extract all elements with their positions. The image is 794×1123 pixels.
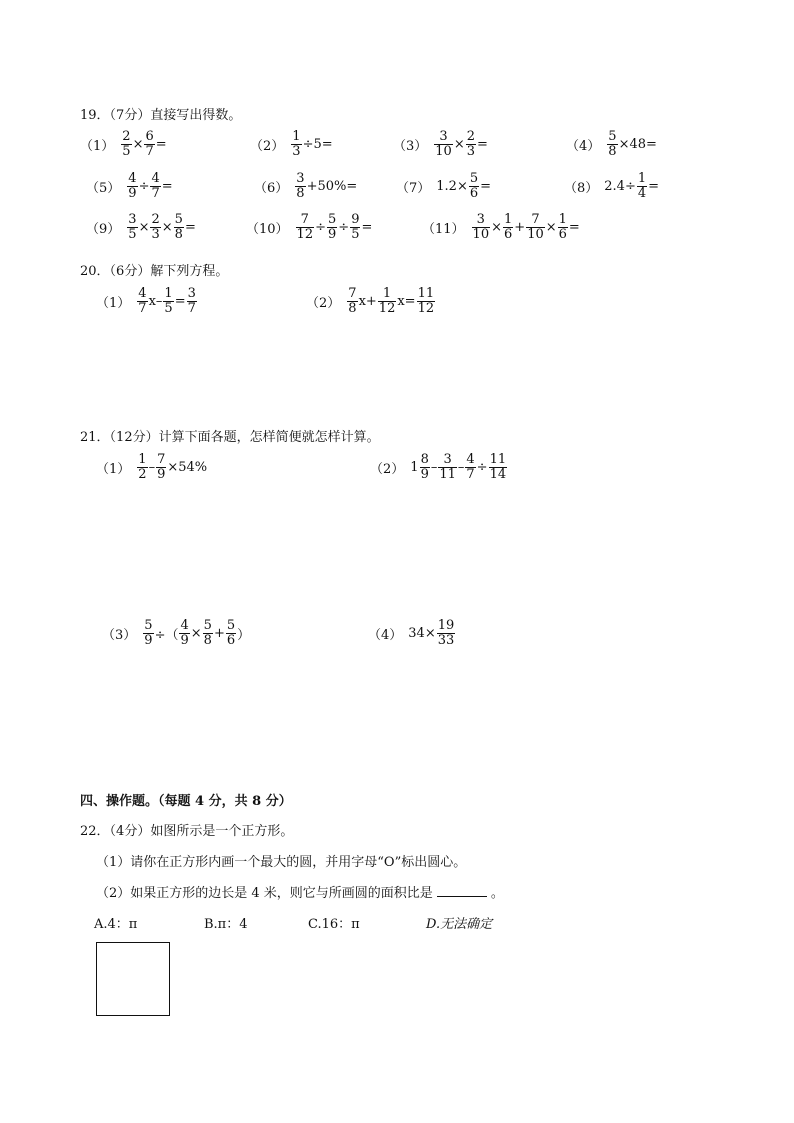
item-label: （11） [422,221,465,237]
denominator: 4 [637,185,647,201]
denominator: 7 [145,143,154,159]
operator-text: ） [237,627,251,643]
denominator: 6 [469,185,479,201]
numerator: 5 [226,618,236,633]
denominator: 8 [203,632,212,648]
operator-text: ÷5= [302,136,333,152]
operator-text: x– [148,293,163,309]
denominator: 9 [180,632,189,648]
denominator: 9 [328,226,337,242]
item-label: （4） [566,138,601,154]
denominator: 5 [128,226,137,242]
operator-text: ×48= [618,136,657,152]
item-label: （10） [246,221,289,237]
denominator: 11 [439,466,456,482]
fraction [526,213,545,241]
numerator: 19 [437,618,455,633]
denominator: 12 [296,226,314,242]
operator-text: = [568,219,580,235]
numerator: 8 [420,452,429,467]
q19-item-5 [86,172,173,200]
q20-item-2 [306,287,436,315]
operator-text: = [155,136,167,152]
q22-heading: 22．（4分）如图所示是一个正方形。 [80,824,294,839]
denominator: 7 [138,300,147,316]
denominator: 8 [608,143,617,159]
operator-text: = [480,178,492,194]
numerator: 1 [292,129,301,144]
fraction [350,213,360,241]
square-figure [96,942,170,1016]
fraction [437,619,456,647]
operator-text: = [477,136,488,152]
q22-option-b: B.π：4 [204,917,248,932]
denominator: 6 [504,226,513,242]
operator-text: ÷ [338,219,350,235]
operator-text: = [184,219,196,235]
operator-text: ÷ [138,178,150,194]
q19-item-11 [422,213,580,241]
fraction [150,172,160,200]
fraction [420,453,430,481]
item-label: （1） [80,138,115,154]
fraction [347,287,357,315]
denominator: 12 [378,300,396,316]
numerator: 4 [466,452,475,467]
q19-item-8 [564,172,659,200]
denominator: 2 [138,466,147,482]
operator-text: × [138,219,150,235]
q22-option-d: D.无法确定 [426,917,493,932]
q19-item-10 [246,213,372,241]
numerator: 1 [504,212,513,227]
denominator: 33 [437,632,455,648]
fraction [174,213,184,241]
q21-item-3 [102,619,250,647]
numerator: 3 [434,130,453,145]
fraction [179,619,189,647]
denominator: 8 [296,185,305,201]
denominator: 5 [351,226,360,242]
numerator: 1 [138,452,147,467]
answer-blank[interactable] [437,896,487,897]
q19-heading: 19．（7分）直接写出得数。 [80,108,242,123]
fraction [295,172,305,200]
fraction [465,453,475,481]
item-label: （3） [393,138,428,154]
item-label: （1） [96,295,131,311]
fraction [137,453,147,481]
denominator: 9 [420,466,429,482]
q20-heading: 20．（6分）解下列方程。 [80,264,229,279]
denominator: 12 [417,300,435,316]
operator-text: × [190,625,202,641]
operator-text: +50%= [306,178,358,194]
denominator: 9 [144,632,153,648]
numerator: 1 [558,212,567,227]
denominator: 7 [187,300,196,316]
numerator: 7 [348,286,357,301]
numerator: 6 [145,129,154,144]
operator-text: × [453,136,465,152]
fraction [434,130,453,158]
q22-option-c: C.16：π [308,917,360,932]
numerator: 4 [151,171,160,186]
fraction [558,213,568,241]
fraction [296,213,315,241]
fraction [144,130,154,158]
operator-text: ×54% [167,459,208,475]
numerator: 7 [157,452,166,467]
item-label: （7） [396,180,431,196]
denominator: 9 [157,466,166,482]
q19-item-7 [396,172,491,200]
q21-item-1 [96,453,207,481]
operator-text: 1.2× [436,178,468,194]
q19-item-3 [393,130,488,158]
fraction [378,287,397,315]
numerator: 7 [296,213,315,228]
operator-text: ÷（ [154,627,179,643]
denominator: 14 [489,466,507,482]
numerator: 4 [138,286,147,301]
item-label: （9） [86,221,121,237]
numerator: 5 [174,212,183,227]
operator-text: x= [397,293,416,309]
numerator: 7 [526,213,545,228]
fraction [503,213,513,241]
operator-text: ÷ [315,219,326,235]
denominator: 8 [348,300,357,316]
fraction [291,130,301,158]
numerator: 2 [151,212,160,227]
denominator: 3 [466,143,476,159]
fraction [472,213,491,241]
q21-item-4 [368,619,456,647]
item-label: （6） [254,180,289,196]
fraction [607,130,617,158]
fraction [127,172,137,200]
fraction [156,453,166,481]
q22-sub2 [96,882,504,901]
operator-text: × [491,219,502,235]
fraction [121,130,131,158]
item-label: （2） [306,295,341,311]
numerator: 5 [328,212,337,227]
denominator: 10 [472,226,490,242]
operator-text: 1 [410,459,419,475]
numerator: 3 [438,453,457,468]
fraction [466,130,476,158]
denominator: 5 [164,300,173,316]
item-label: （8） [564,180,599,196]
fraction [226,619,236,647]
operator-text: = [648,178,660,194]
fraction [438,453,457,481]
section4-heading: 四、操作题。（每题 4 分，共 8 分） [80,794,292,809]
q22-sub2-text: （2）如果正方形的边长是 4 米，则它与所画圆的面积比是 [96,886,433,901]
q22-sub1: （1）请你在正方形内画一个最大的圆，并用字母“O”标出圆心。 [96,855,467,870]
operator-text: × [132,136,144,152]
denominator: 7 [466,466,475,482]
item-label: （4） [368,627,403,643]
operator-text: 2.4÷ [604,178,636,194]
fraction [163,287,173,315]
q19-item-2 [250,130,333,158]
fraction [143,619,153,647]
numerator: 1 [637,171,647,186]
fraction [469,172,479,200]
denominator: 6 [558,226,567,242]
item-label: （3） [102,627,137,643]
operator-text: + [213,625,225,641]
numerator: 5 [469,171,479,186]
numerator: 11 [417,286,435,301]
numerator: 5 [203,618,212,633]
numerator: 2 [122,129,131,144]
numerator: 4 [128,171,137,186]
q20-item-1 [96,287,198,315]
denominator: 8 [174,226,183,242]
operator-text: × [161,219,173,235]
item-label: （2） [250,138,285,154]
q19-item-6 [254,172,357,200]
q21-heading: 21．（12分）计算下面各题，怎样简便就怎样计算。 [80,430,380,445]
operator-text: ÷ [476,459,488,475]
item-label: （2） [370,461,405,477]
q21-item-2 [370,453,508,481]
fraction [187,287,197,315]
fraction [489,453,508,481]
numerator: 3 [472,213,491,228]
operator-text: = [174,293,186,309]
item-label: （1） [96,461,131,477]
operator-text: – [430,459,438,475]
denominator: 3 [151,226,160,242]
denominator: 7 [151,185,160,201]
q22-option-a: A.4：π [94,917,138,932]
denominator: 10 [527,226,544,242]
numerator: 9 [351,212,360,227]
numerator: 3 [296,171,305,186]
numerator: 3 [128,212,137,227]
numerator: 5 [144,618,153,633]
operator-text: 34× [408,625,436,641]
operator-text: x+ [358,293,377,309]
numerator: 5 [608,129,617,144]
denominator: 10 [435,143,452,159]
fraction [417,287,436,315]
fraction [150,213,160,241]
fraction [137,287,147,315]
denominator: 6 [226,632,236,648]
operator-text: + [514,219,526,235]
denominator: 5 [122,143,131,159]
numerator: 2 [466,129,476,144]
operator-text: – [148,459,156,475]
operator-text: – [457,459,465,475]
denominator: 9 [128,185,137,201]
item-label: （5） [86,180,121,196]
numerator: 3 [187,286,196,301]
q19-item-9 [86,213,196,241]
numerator: 4 [180,618,189,633]
operator-text: = [361,219,373,235]
numerator: 11 [489,452,507,467]
q22-sub2-end: 。 [490,886,504,901]
fraction [203,619,213,647]
q19-item-1 [80,130,167,158]
numerator: 1 [378,287,397,302]
denominator: 3 [292,143,301,159]
operator-text: = [161,178,173,194]
q19-item-4 [566,130,657,158]
fraction [327,213,337,241]
fraction [127,213,137,241]
operator-text: × [545,219,557,235]
fraction [637,172,647,200]
numerator: 1 [164,286,173,301]
